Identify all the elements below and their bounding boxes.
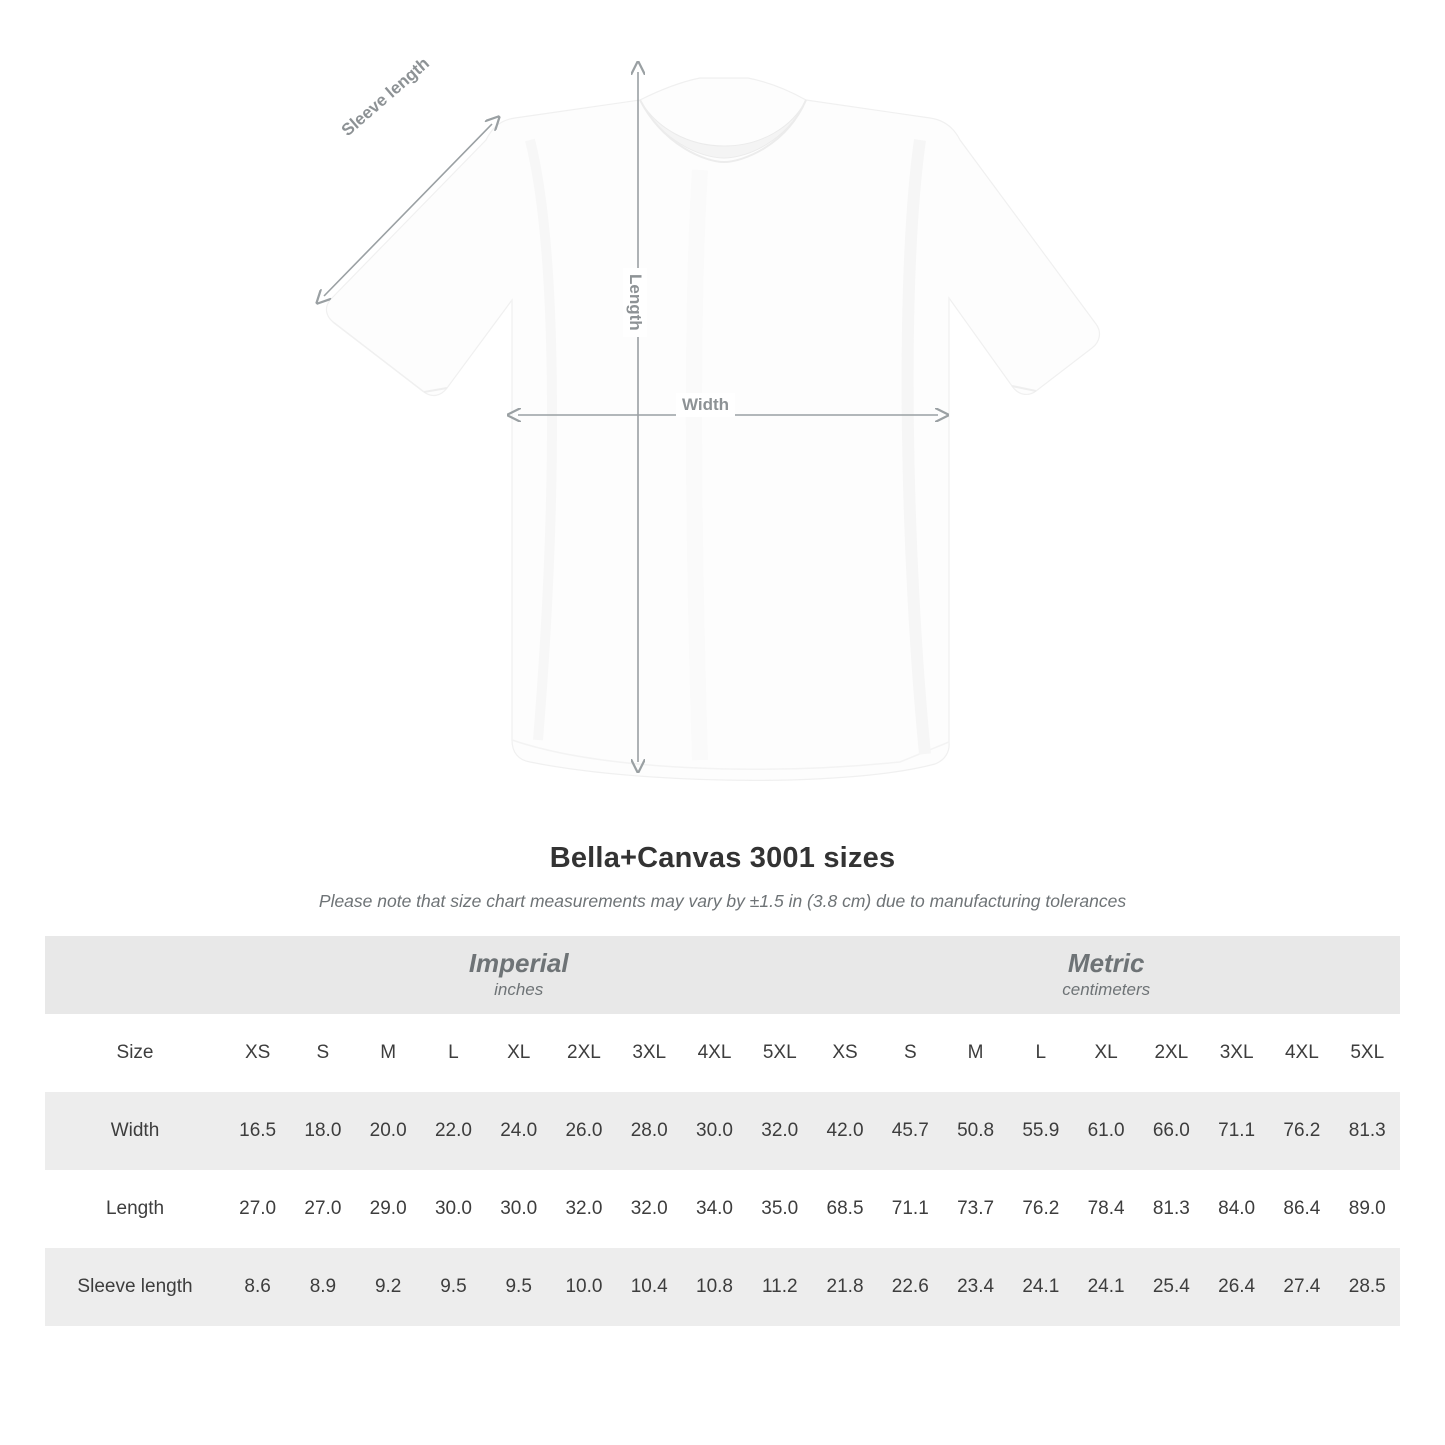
table-row: [45, 1248, 1400, 1326]
cell-value: 8.6: [225, 1248, 290, 1326]
cell-value: 34.0: [682, 1170, 747, 1248]
cell-value: 71.1: [878, 1170, 943, 1248]
cell-value: 30.0: [486, 1170, 551, 1248]
cell-value: 28.0: [617, 1092, 682, 1170]
cell-value: 81.3: [1335, 1092, 1400, 1170]
column-header: 2XL: [551, 1014, 616, 1092]
table-row: [45, 1092, 1400, 1170]
column-header: M: [943, 1014, 1008, 1092]
cell-value: 20.0: [356, 1092, 421, 1170]
cell-value: 32.0: [617, 1170, 682, 1248]
cell-value: 27.4: [1269, 1248, 1334, 1326]
cell-value: 22.0: [421, 1092, 486, 1170]
column-header: 5XL: [1335, 1014, 1400, 1092]
cell-value: 42.0: [812, 1092, 877, 1170]
cell-value: 27.0: [225, 1170, 290, 1248]
cell-value: 22.6: [878, 1248, 943, 1326]
cell-value: 24.1: [1073, 1248, 1138, 1326]
cell-value: 78.4: [1073, 1170, 1138, 1248]
unit-group-metric-unit: centimeters: [1062, 979, 1151, 999]
column-header: S: [878, 1014, 943, 1092]
unit-group-imperial-name: Imperial: [468, 948, 569, 978]
cell-value: 30.0: [682, 1092, 747, 1170]
table-header-row: [45, 1014, 1400, 1092]
cell-value: 18.0: [290, 1092, 355, 1170]
tshirt-shape: [326, 78, 1099, 780]
cell-value: 10.0: [551, 1248, 616, 1326]
page-title: Bella+Canvas 3001 sizes: [549, 842, 896, 874]
cell-value: 35.0: [747, 1170, 812, 1248]
cell-value: 25.4: [1139, 1248, 1204, 1326]
cell-value: 76.2: [1269, 1092, 1334, 1170]
row-label-width: Width: [45, 1092, 225, 1170]
unit-banner-spacer: [45, 936, 225, 1014]
cell-value: 73.7: [943, 1170, 1008, 1248]
cell-value: 29.0: [356, 1170, 421, 1248]
cell-value: 10.4: [617, 1248, 682, 1326]
cell-value: 11.2: [747, 1248, 812, 1326]
column-header: 2XL: [1139, 1014, 1204, 1092]
size-table: [45, 936, 1400, 1326]
width-label: Width: [676, 393, 735, 417]
table-row: [45, 1170, 1400, 1248]
column-header: L: [421, 1014, 486, 1092]
cell-value: 86.4: [1269, 1170, 1334, 1248]
column-header: XL: [1073, 1014, 1138, 1092]
cell-value: 89.0: [1335, 1170, 1400, 1248]
sleeve-length-label: Sleeve length: [332, 48, 440, 146]
cell-value: 9.5: [421, 1248, 486, 1326]
cell-value: 50.8: [943, 1092, 1008, 1170]
tolerance-note: Please note that size chart measurements may vary by ±1.5 in (3.8 cm) due to manufacturing tolerances: [318, 891, 1127, 911]
row-header-size: Size: [45, 1014, 225, 1092]
unit-group-metric-name: Metric: [1067, 948, 1145, 978]
cell-value: 32.0: [747, 1092, 812, 1170]
cell-value: 45.7: [878, 1092, 943, 1170]
column-header: XL: [486, 1014, 551, 1092]
length-label: Length: [623, 268, 647, 337]
cell-value: 32.0: [551, 1170, 616, 1248]
column-header: 4XL: [1269, 1014, 1334, 1092]
cell-value: 16.5: [225, 1092, 290, 1170]
cell-value: 66.0: [1139, 1092, 1204, 1170]
cell-value: 26.4: [1204, 1248, 1269, 1326]
cell-value: 30.0: [421, 1170, 486, 1248]
cell-value: 23.4: [943, 1248, 1008, 1326]
cell-value: 21.8: [812, 1248, 877, 1326]
column-header: XS: [812, 1014, 877, 1092]
cell-value: 27.0: [290, 1170, 355, 1248]
cell-value: 61.0: [1073, 1092, 1138, 1170]
cell-value: 71.1: [1204, 1092, 1269, 1170]
size-chart-section: [0, 842, 1445, 1326]
row-label-length: Length: [45, 1170, 225, 1248]
cell-value: 26.0: [551, 1092, 616, 1170]
cell-value: 84.0: [1204, 1170, 1269, 1248]
unit-group-imperial: [225, 936, 812, 1014]
cell-value: 9.2: [356, 1248, 421, 1326]
column-header: L: [1008, 1014, 1073, 1092]
cell-value: 9.5: [486, 1248, 551, 1326]
column-header: 3XL: [617, 1014, 682, 1092]
cell-value: 28.5: [1335, 1248, 1400, 1326]
column-header: M: [356, 1014, 421, 1092]
cell-value: 81.3: [1139, 1170, 1204, 1248]
column-header: 5XL: [747, 1014, 812, 1092]
cell-value: 24.0: [486, 1092, 551, 1170]
cell-value: 55.9: [1008, 1092, 1073, 1170]
unit-banner-row: [45, 936, 1400, 1014]
cell-value: 68.5: [812, 1170, 877, 1248]
row-label-sleeve-length: Sleeve length: [45, 1248, 225, 1326]
column-header: 4XL: [682, 1014, 747, 1092]
column-header: XS: [225, 1014, 290, 1092]
unit-group-metric: [812, 936, 1400, 1014]
cell-value: 10.8: [682, 1248, 747, 1326]
column-header: S: [290, 1014, 355, 1092]
cell-value: 8.9: [290, 1248, 355, 1326]
cell-value: 24.1: [1008, 1248, 1073, 1326]
column-header: 3XL: [1204, 1014, 1269, 1092]
cell-value: 76.2: [1008, 1170, 1073, 1248]
unit-group-imperial-unit: inches: [494, 979, 544, 999]
